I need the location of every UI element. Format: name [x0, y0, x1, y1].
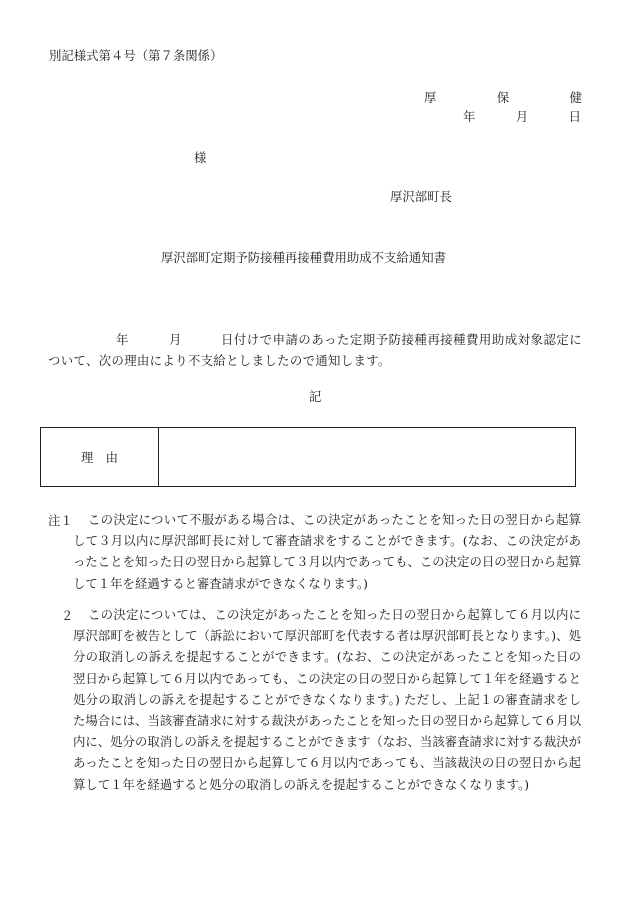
recipient-suffix: 様 [194, 150, 207, 165]
document-number-part-3: 健 [569, 90, 582, 105]
reason-label: 理 由 [41, 428, 159, 486]
reason-value [159, 428, 575, 486]
form-label: 別記様式第４号（第７条関係） [49, 48, 223, 63]
document-number [424, 92, 582, 104]
ki-marker: 記 [309, 389, 322, 404]
note-2-marker: ２ [61, 608, 74, 623]
issue-date-year: 年 [463, 109, 476, 124]
body-paragraph: 日付けで申請のあった定期予防接種再接種費用助成対象認定について、次の理由により不支給としましたので通知します。 [48, 332, 582, 368]
document-number-part-2: 保 [496, 90, 510, 105]
document-title: 厚沢部町定期予防接種再接種費用助成不支給通知書 [161, 250, 446, 265]
note-2-text: この決定については、この決定があったことを知った日の翌日から起算して６月以内に厚沢部町を被告として（訴訟において厚沢部町を代表する者は厚沢部町長となります。)、処分の取消しの訴えを提起することができます。(なお、この決定があったことを知った日の翌日から起算して６月以内であっても、この決定の日の翌日から起算して１年を経過すると処分の取消しの訴えを提起することができなくなります。) ただし、上記１の審査請求をした場合には、当該審査請求に対する裁決があったことを知った日の翌日から起算して６月以内に、処分の取消しの訴えを提起することができます（なお、当該審査請求に対する裁決があったことを知った日の翌日から起算して６月以内であっても、当該裁決の日の翌日から起算して１年を経過すると処分の取消しの訴えを提起することができなくなります。) [73, 607, 582, 792]
reason-table [40, 427, 576, 487]
issue-date [463, 111, 581, 123]
issue-date-month: 月 [515, 109, 529, 124]
issuer-name: 厚沢部町長 [390, 189, 452, 204]
body-date-year: 年 [116, 332, 129, 347]
note-1-marker: 注１ [48, 513, 73, 528]
document-number-part-1: 厚 [424, 90, 437, 105]
note-1-text: この決定について不服がある場合は、この決定があったことを知った日の翌日から起算して３月以内に厚沢部町長に対して審査請求をすることができます。(なお、この決定があったことを知った日の翌日から起算して３月以内であっても、この決定の日の翌日から起算して１年を経過すると審査請求ができなくなります。) [73, 512, 581, 591]
body-date-month: 月 [169, 332, 182, 347]
issue-date-day: 日 [568, 109, 581, 124]
